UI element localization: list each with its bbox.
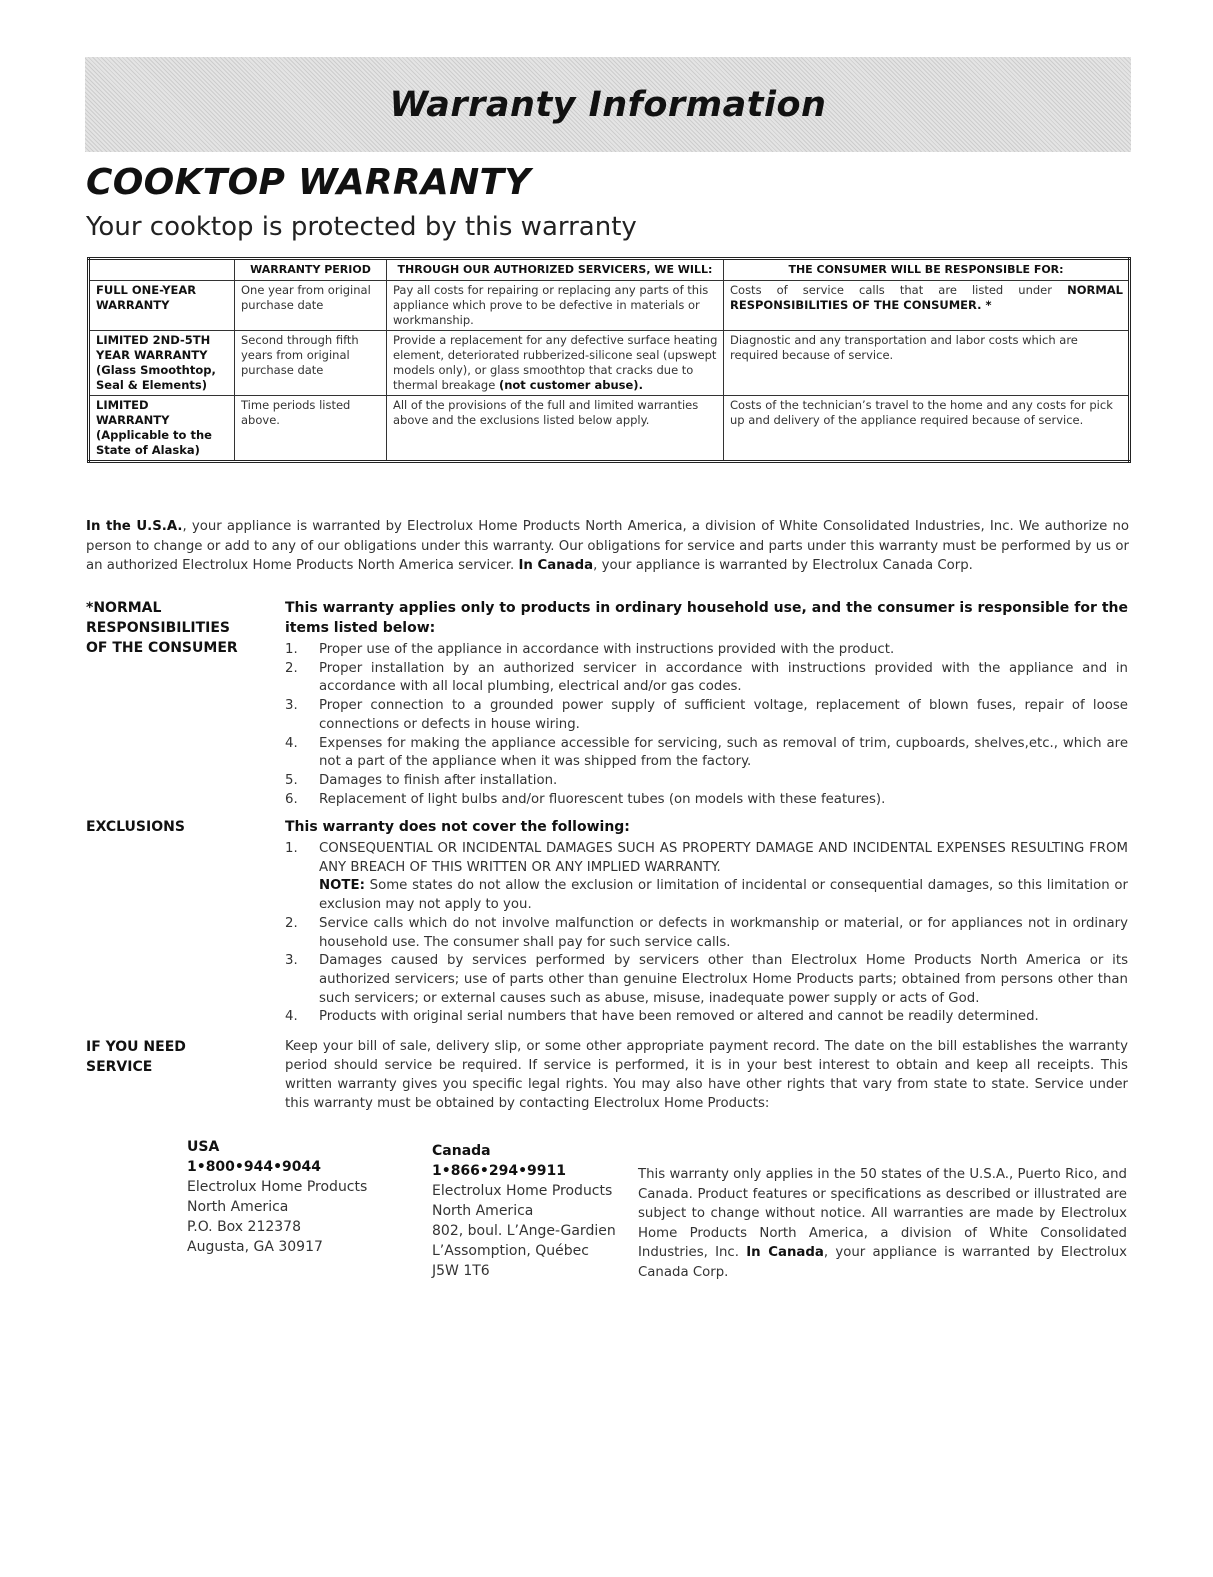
canada-label: In Canada — [518, 558, 594, 573]
warranty-type-line: YEAR WARRANTY — [96, 348, 208, 362]
list-text: Proper installation by an authorized servicer in accordance with instructions provided with the appliance and in accordance with all local plumbing, electrical and/or gas codes. — [319, 660, 1128, 695]
consumer-cell — [724, 281, 1130, 331]
warranty-period-cell: Second through fifth years from original purchase date — [235, 331, 387, 396]
list-text: Replacement of light bulbs and/or fluorescent tubes (on models with these features). — [319, 791, 886, 807]
note-label: NOTE: — [319, 878, 365, 894]
consumer-text: Costs of service calls that are listed under — [730, 283, 1052, 297]
warranty-type-line: LIMITED 2ND-5TH — [96, 333, 211, 347]
intro-paragraph — [86, 517, 1129, 576]
address-line: 802, boul. L’Ange-Gardien — [432, 1223, 616, 1239]
we-will-text: Provide a replacement for any defective surface heating element, deteriorated rubberized-silicone seal (upswept models only), or glass smoothtop that cracks due to thermal breakage — [393, 333, 718, 392]
list-item — [285, 660, 1128, 697]
list-number: 1. — [285, 841, 298, 856]
header-we-will: THROUGH OUR AUTHORIZED SERVICERS, WE WILL: — [387, 259, 724, 281]
footer-canada-text: , your appliance is warranted by Electrolux Canada Corp. — [638, 1245, 1128, 1280]
footer-note — [638, 1165, 1127, 1282]
canada-text: , your appliance is warranted by Electrolux Canada Corp. — [593, 558, 973, 573]
contact-phone: 1•800•944•9044 — [187, 1159, 321, 1175]
footer-note-text: This warranty only applies in the 50 states of the U.S.A., Puerto Rico, and Canada. Product features or specifications as described or illustrated are subject to change without notice. All warranties are made by Electrolux Home Products North America, a division of White Consolidated Industries, Inc. — [638, 1167, 1127, 1260]
banner-title: Warranty Information — [389, 84, 827, 125]
we-will-cell: All of the provisions of the full and limited warranties above and the exclusions listed below apply. — [387, 396, 724, 462]
usa-label: In the U.S.A. — [86, 519, 183, 534]
warranty-type-cell — [89, 281, 235, 331]
table-header-row — [89, 259, 1130, 281]
normal-responsibilities-list — [285, 641, 1128, 809]
address-line: L’Assomption, Québec — [432, 1243, 589, 1259]
list-number: 2. — [285, 660, 298, 676]
list-text: Damages to finish after installation. — [319, 772, 558, 788]
header-warranty-period: WARRANTY PERIOD — [235, 259, 387, 281]
list-number: 4. — [285, 735, 298, 751]
list-text: CONSEQUENTIAL OR INCIDENTAL DAMAGES SUCH AS PROPERTY DAMAGE AND INCIDENTAL EXPENSES RESULTING FROM ANY BREACH OF THIS WRITTEN OR ANY IMPLIED WARRANTY. — [319, 841, 1128, 875]
list-item — [285, 697, 1128, 734]
address-line: Electrolux Home Products — [432, 1183, 613, 1199]
exclusions-heading: This warranty does not cover the following: — [285, 819, 630, 835]
address-line: J5W 1T6 — [432, 1263, 490, 1279]
list-text: Products with original serial numbers that have been removed or altered and cannot be readily determined. — [319, 1009, 1039, 1025]
list-item — [285, 915, 1128, 952]
list-text: Proper connection to a grounded power supply of sufficient voltage, replacement of blown fuses, repair of loose connections or defects in house wiring. — [319, 698, 1128, 732]
address-line: P.O. Box 212378 — [187, 1219, 301, 1235]
warranty-type-line: WARRANTY — [96, 298, 170, 312]
contact-name: USA — [187, 1139, 220, 1155]
usa-contact — [187, 1137, 367, 1257]
footer-canada-label: In Canada — [746, 1245, 824, 1260]
list-item — [285, 735, 1128, 772]
address-line: North America — [187, 1199, 289, 1215]
list-item — [285, 772, 1128, 791]
consumer-cell: Costs of the technician’s travel to the home and any costs for pick up and delivery of the appliance required because of service. — [724, 396, 1130, 462]
list-item — [285, 641, 1128, 660]
list-text: Proper use of the appliance in accordance with instructions provided with the product. — [319, 642, 895, 657]
table-row — [89, 396, 1130, 462]
list-number: 6. — [285, 791, 298, 807]
list-text: Damages caused by services performed by servicers other than Electrolux Home Products North America or its authorized servicers; use of parts other than genuine Electrolux Home Products parts; obtained from persons other than such servicers; or external causes such as abuse, misuse, inadequate power supply or acts of God. — [319, 953, 1128, 1006]
title-banner — [85, 57, 1131, 152]
list-item — [285, 952, 1128, 1008]
warranty-type-cell — [89, 396, 235, 462]
warranty-type-line: FULL ONE-YEAR — [96, 283, 197, 297]
list-item — [285, 1008, 1128, 1027]
warranty-type-line: Seal & Elements) — [96, 378, 207, 392]
warranty-type-cell — [89, 331, 235, 396]
warranty-table — [87, 257, 1131, 463]
service-label — [86, 1037, 186, 1077]
contact-name: Canada — [432, 1143, 491, 1159]
table-row — [89, 331, 1130, 396]
side-label-line: OF THE CONSUMER — [86, 640, 238, 656]
normal-responsibilities-heading: This warranty applies only to products in ordinary household use, and the consumer is responsible for the items listed below: — [285, 600, 1128, 636]
list-text: Service calls which do not involve malfunction or defects in workmanship or material, or for appliances not in ordinary household use. The consumer shall pay for such service calls. — [319, 915, 1128, 950]
list-text: Expenses for making the appliance accessible for servicing, such as removal of trim, cupboards, shelves,etc., which are not a part of the appliance when it was shipped from the factory. — [319, 735, 1128, 770]
side-label-line: SERVICE — [86, 1059, 153, 1075]
side-label-line: *NORMAL — [86, 600, 162, 616]
side-label-line: EXCLUSIONS — [86, 819, 185, 835]
list-item — [285, 791, 1128, 810]
address-line: North America — [432, 1203, 534, 1219]
service-paragraph: Keep your bill of sale, delivery slip, or some other appropriate payment record. The date on the bill establishes the warranty period should service be required. If service is performed, it is in your best interest to obtain and keep all receipts. This written warranty gives you specific legal rights. You may also have other rights that vary from state to state. Service under this warranty must be obtained by contacting Electrolux Home Products: — [285, 1039, 1128, 1111]
warranty-type-line: WARRANTY — [96, 413, 170, 427]
note-text: Some states do not allow the exclusion or limitation of incidental or consequential damages, so this limitation or exclusion may not apply to you. — [319, 878, 1128, 913]
side-label-line: IF YOU NEED — [86, 1039, 186, 1055]
list-number: 5. — [285, 772, 298, 788]
list-number: 3. — [285, 953, 298, 969]
document-subtitle: Your cooktop is protected by this warranty — [86, 212, 637, 242]
warranty-type-line: State of Alaska) — [96, 443, 200, 457]
table-row — [89, 281, 1130, 331]
we-will-cell — [387, 331, 724, 396]
list-number: 4. — [285, 1009, 298, 1025]
warranty-type-line: (Applicable to the — [96, 428, 212, 442]
list-number: 1. — [285, 642, 298, 657]
warranty-period-cell: One year from original purchase date — [235, 281, 387, 331]
canada-contact — [432, 1141, 616, 1281]
exclusions-list — [285, 840, 1128, 1027]
address-line: Augusta, GA 30917 — [187, 1239, 323, 1255]
we-will-cell: Pay all costs for repairing or replacing any parts of this appliance which prove to be defective in materials or workmanship. — [387, 281, 724, 331]
list-number: 3. — [285, 698, 298, 714]
list-item — [285, 840, 1128, 915]
header-consumer-responsible: THE CONSUMER WILL BE RESPONSIBLE FOR: — [724, 259, 1130, 281]
we-will-text-bold: (not customer abuse). — [498, 378, 643, 392]
document-title: COOKTOP WARRANTY — [86, 162, 531, 203]
header-warranty-type — [89, 259, 235, 281]
contact-phone: 1•866•294•9911 — [432, 1163, 566, 1179]
warranty-type-line: LIMITED — [96, 398, 149, 412]
warranty-type-line: (Glass Smoothtop, — [96, 363, 216, 377]
consumer-text-bold: NORMAL RESPONSIBILITIES OF THE CONSUMER. * — [730, 283, 1124, 312]
usa-text: , your appliance is warranted by Electrolux Home Products North America, a division of White Consolidated Industries, Inc. We authorize no person to change or add to any of our obligations under this warranty. Our obligations for service and parts under this warranty must be performed by us or an authorized Electrolux Home Products North America servicer. — [86, 519, 1130, 573]
exclusions-label — [86, 817, 185, 837]
exclusion-note — [319, 877, 1128, 914]
address-line: Electrolux Home Products — [187, 1179, 368, 1195]
warranty-period-cell: Time periods listed above. — [235, 396, 387, 462]
normal-responsibilities-label — [86, 598, 238, 658]
side-label-line: RESPONSIBILITIES — [86, 620, 231, 636]
consumer-cell: Diagnostic and any transportation and labor costs which are required because of service. — [724, 331, 1130, 396]
list-number: 2. — [285, 915, 298, 931]
